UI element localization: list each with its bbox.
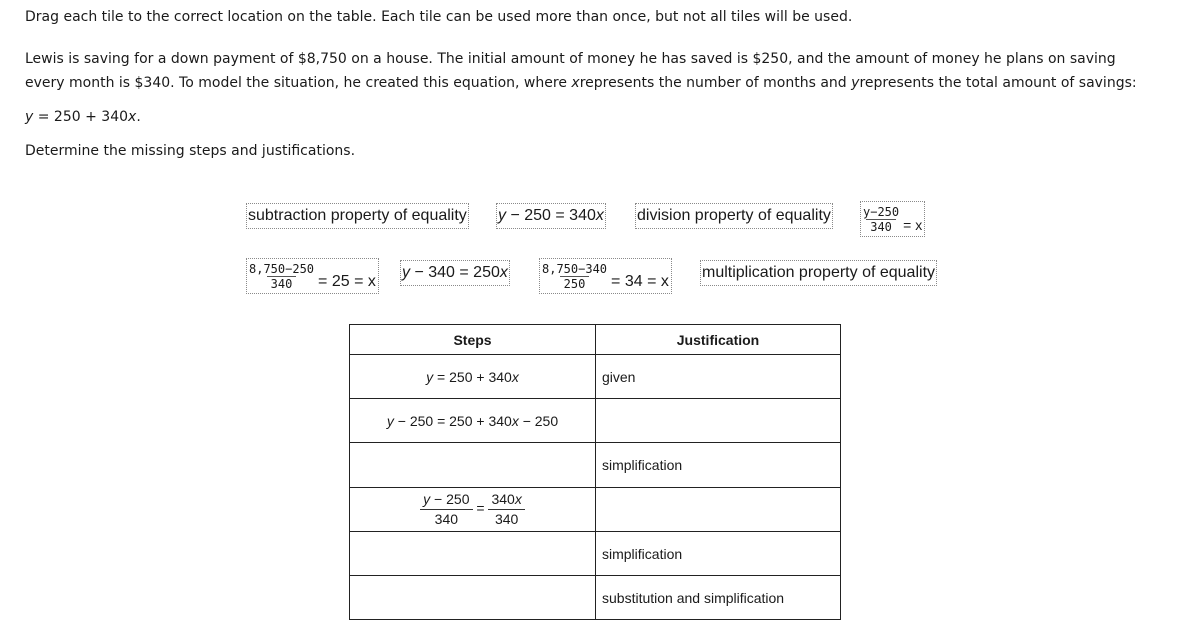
justification-cell-5: simplification (596, 532, 841, 576)
determine-prompt: Determine the missing steps and justifications. (25, 143, 356, 159)
tile-y-minus-340-equals-250x[interactable]: y − 340 = 250x (400, 260, 510, 286)
problem-statement: Lewis is saving for a down payment of $8,750 on a house. The initial amount of money he has saved is $250, and the amount of money he plans on saving every month is $340. To model the situation, he created this equation, where xrepresents the number of months and yrepresents the total amount of savings: (25, 51, 1137, 91)
step-drop-slot-6[interactable] (350, 576, 596, 620)
step-cell-1: y = 250 + 340x (350, 355, 596, 399)
step-cell-2: y − 250 = 250 + 340x − 250 (350, 399, 596, 443)
step-drop-slot-3[interactable] (350, 443, 596, 488)
justification-drop-slot-2[interactable] (596, 399, 841, 443)
steps-header: Steps (350, 325, 596, 355)
tile-y-minus-250-over-340-equals-x[interactable]: $\frac{y-250}{340}$ = x (860, 201, 925, 237)
tile-8750-minus-250-over-340[interactable]: $\frac{8,750-250}{340}$ = 25 = x (246, 258, 379, 294)
justification-cell-6: substitution and simplification (596, 576, 841, 620)
justification-cell-1: given (596, 355, 841, 399)
steps-justification-table (349, 324, 841, 620)
justification-drop-slot-4[interactable] (596, 488, 841, 532)
instructions: Drag each tile to the correct location on the table. Each tile can be used more than once, but not all tiles will be used. (25, 9, 853, 25)
tile-y-minus-250-equals-340x[interactable]: y − 250 = 340x (496, 203, 606, 229)
tile-8750-minus-340-over-250[interactable]: $\frac{8,750-340}{250}$ = 34 = x (539, 258, 672, 294)
justification-header: Justification (596, 325, 841, 355)
step-cell-4: $\frac{y - 250}{340}$ = $\frac{340x}{340}$ (350, 488, 596, 532)
justification-cell-3: simplification (596, 443, 841, 488)
model-equation: y = 250 + 340x. (25, 109, 141, 125)
step-drop-slot-5[interactable] (350, 532, 596, 576)
tile-subtraction-property[interactable]: subtraction property of equality (246, 203, 469, 229)
tile-division-property[interactable]: division property of equality (635, 203, 833, 229)
tile-multiplication-property[interactable]: multiplication property of equality (700, 260, 937, 286)
